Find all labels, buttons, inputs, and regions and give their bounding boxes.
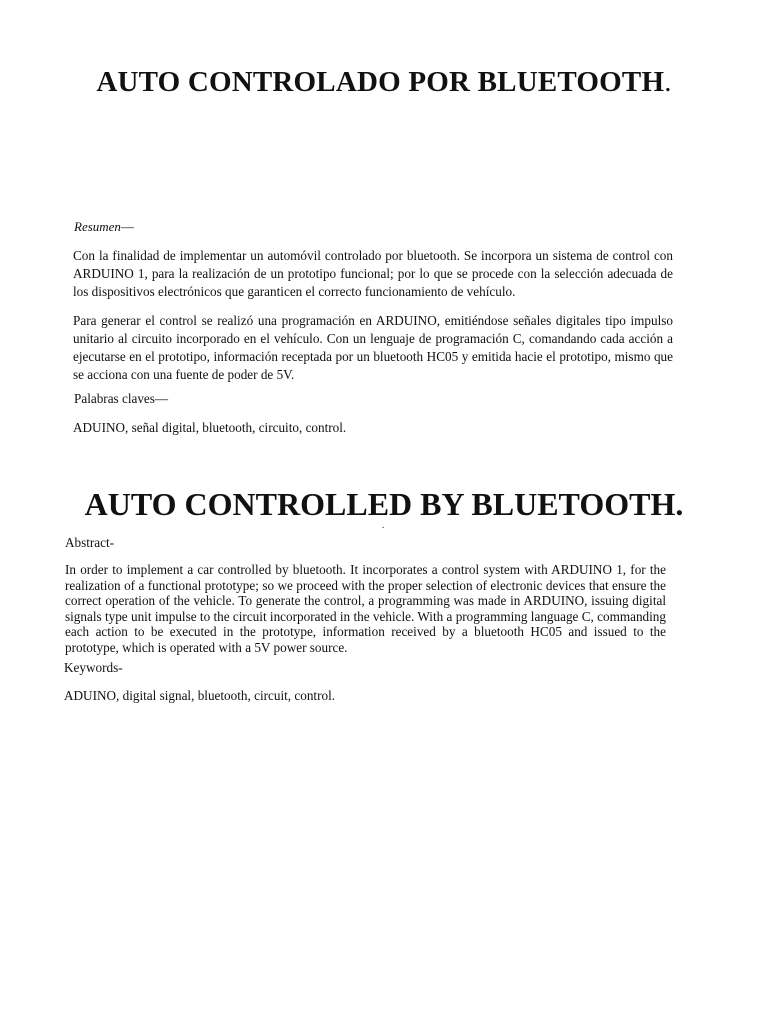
resumen-label: Resumen [74,219,121,234]
english-title: AUTO CONTROLLED BY BLUETOOTH. [84,486,684,522]
separator-dot: . [382,520,385,530]
keywords-label: Keywords- [64,660,123,675]
palabras-claves-label: Palabras claves— [74,391,169,406]
resumen-dash: — [120,219,134,234]
spanish-title-text: AUTO CONTROLADO POR BLUETOOTH [96,66,665,98]
spanish-title [0,62,768,102]
abstract-label: Abstract- [65,535,115,550]
spanish-title-period: . [664,66,672,98]
palabras-claves-list: ADUINO, señal digital, bluetooth, circuito, control. [73,420,347,435]
keywords-list: ADUINO, digital signal, bluetooth, circuit, control. [64,688,336,703]
abstract-paragraph: In order to implement a car controlled by bluetooth. It incorporates a control system with ARDUINO 1, for the realization of a functional prototype; so we proceed with the proper selection of electronic devices that ensure the correct operation of the vehicle. To generate the control, a programming was made in ARDUINO, issuing digital signals type unit impulse to the circuit incorporated in the vehicle. With a programming language C, commanding each action to be executed in the prototype, information received by a bluetooth HC05 and issued to the prototype, which is operated with a 5V power source. [65,562,666,655]
resumen-paragraph-2: Para generar el control se realizó una programación en ARDUINO, emitiéndose señales digitales tipo impulso unitario al circuito incorporado en el vehículo. Con un lenguaje de programación C, comandando cada acción a ejecutarse en el prototipo, información receptada por un bluetooth HC05 y emitida hacie el prototipo, mismo que se acciona con una fuente de poder de 5V. [73,313,673,382]
resumen-heading [74,219,134,235]
resumen-paragraph-1: Con la finalidad de implementar un automóvil controlado por bluetooth. Se incorpora un sistema de control con ARDUINO 1, para la realización de un prototipo funcional; por lo que se procede con la selección adecuada de los dispositivos electrónicos que garanticen el correcto funcionamiento de vehículo. [73,248,673,299]
